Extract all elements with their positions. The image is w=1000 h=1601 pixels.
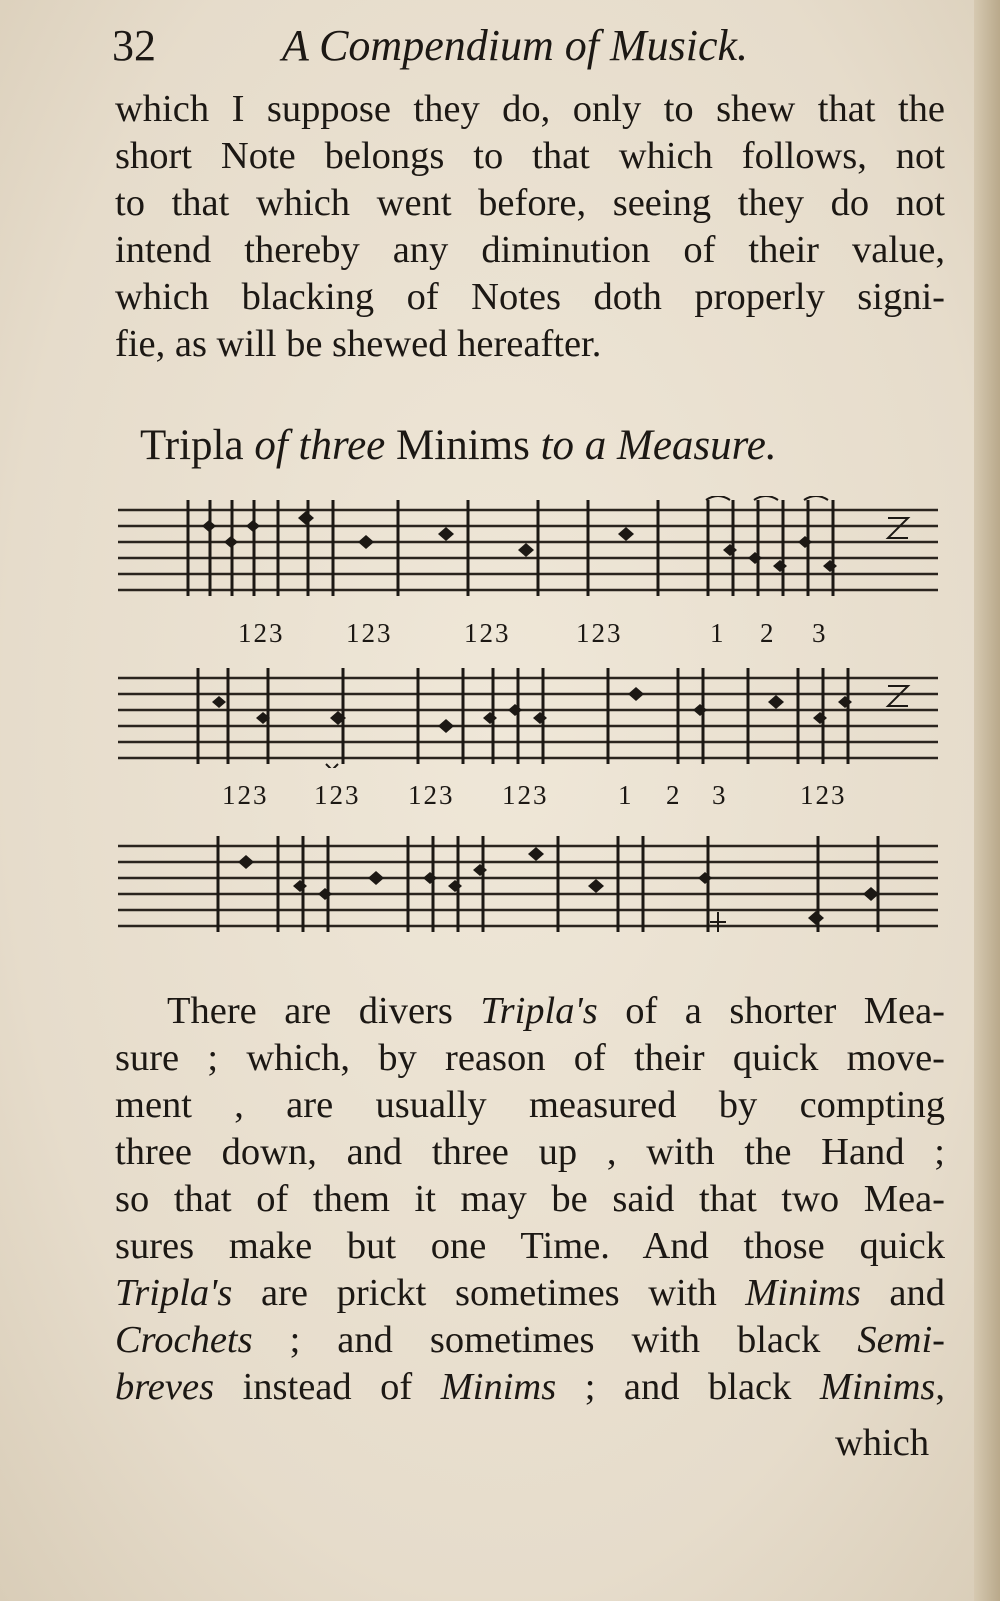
italic-term: breves	[115, 1366, 215, 1408]
italic-term: Crochets	[115, 1319, 253, 1361]
text-run: are prickt sometimes with	[232, 1272, 746, 1314]
text-line	[115, 988, 945, 1035]
italic-term: Minims	[819, 1366, 936, 1408]
text-run: ; and sometimes with black	[252, 1319, 858, 1361]
text-line: ment , are usually measured by compting	[115, 1084, 945, 1126]
music-staff-3	[118, 832, 938, 936]
text-run: of a shorter Mea-	[597, 990, 945, 1032]
text-run: ,	[935, 1366, 945, 1408]
page-header	[112, 18, 832, 74]
music-staff-1	[118, 496, 938, 600]
beat-count: 123	[800, 780, 847, 810]
text-line: so that of them it may be said that two Mea-	[115, 1178, 945, 1220]
italic-term: Semi-	[857, 1319, 945, 1361]
page-edge	[974, 0, 1000, 1601]
beat-count: 123	[314, 780, 361, 810]
beat-count: 1	[618, 780, 634, 810]
beat-count: 2	[666, 780, 682, 810]
text-line: which I suppose they do, only to shew that the	[115, 88, 945, 130]
paragraph-2	[115, 988, 945, 1411]
catchword: which	[835, 1422, 930, 1464]
text-line: short Note belongs to that which follows, not	[115, 135, 945, 177]
beat-count: 123	[346, 618, 393, 648]
text-line: three down, and three up , with the Hand ;	[115, 1131, 945, 1173]
beat-count: 3	[812, 618, 828, 648]
beat-count: 123	[238, 618, 285, 648]
text-line: to that which went before, seeing they do not	[115, 182, 945, 224]
text-line	[115, 1270, 945, 1317]
page-number: 32	[112, 21, 156, 70]
heading-word: Tripla	[140, 422, 255, 469]
heading-word: of three	[254, 422, 397, 469]
beat-count: 123	[408, 780, 455, 810]
text-line	[115, 1364, 945, 1411]
heading-word: Minims	[396, 422, 541, 469]
italic-term: Tripla's	[480, 990, 598, 1032]
text-line: sure ; which, by reason of their quick move-	[115, 1037, 945, 1079]
text-line	[115, 1317, 945, 1364]
text-run: instead of	[214, 1366, 441, 1408]
beat-count: 123	[464, 618, 511, 648]
italic-term: Minims	[440, 1366, 557, 1408]
beat-count: 3	[712, 780, 728, 810]
running-title: A Compendium of Musick.	[282, 21, 749, 70]
beat-count: 123	[576, 618, 623, 648]
paragraph-1	[115, 86, 945, 368]
beat-count-row-1	[118, 618, 938, 658]
text-line: intend thereby any diminution of their value,	[115, 229, 945, 271]
music-staff-2	[118, 664, 938, 768]
beat-count-row-2	[118, 780, 938, 820]
italic-term: Minims	[745, 1272, 861, 1314]
beat-count: 123	[222, 780, 269, 810]
heading-word: to a Measure.	[540, 422, 777, 469]
beat-count: 1	[710, 618, 726, 648]
text-line: which blacking of Notes doth properly signi-	[115, 276, 945, 318]
text-run: and	[860, 1272, 945, 1314]
text-line: sures make but one Time. And those quick	[115, 1225, 945, 1267]
italic-term: Tripla's	[115, 1272, 233, 1314]
text-run: ; and black	[556, 1366, 820, 1408]
text-run: There are divers	[167, 990, 481, 1032]
beat-count: 123	[502, 780, 549, 810]
example-heading	[140, 418, 940, 474]
beat-count: 2	[760, 618, 776, 648]
text-line: fie, as will be shewed hereafter.	[115, 323, 602, 365]
